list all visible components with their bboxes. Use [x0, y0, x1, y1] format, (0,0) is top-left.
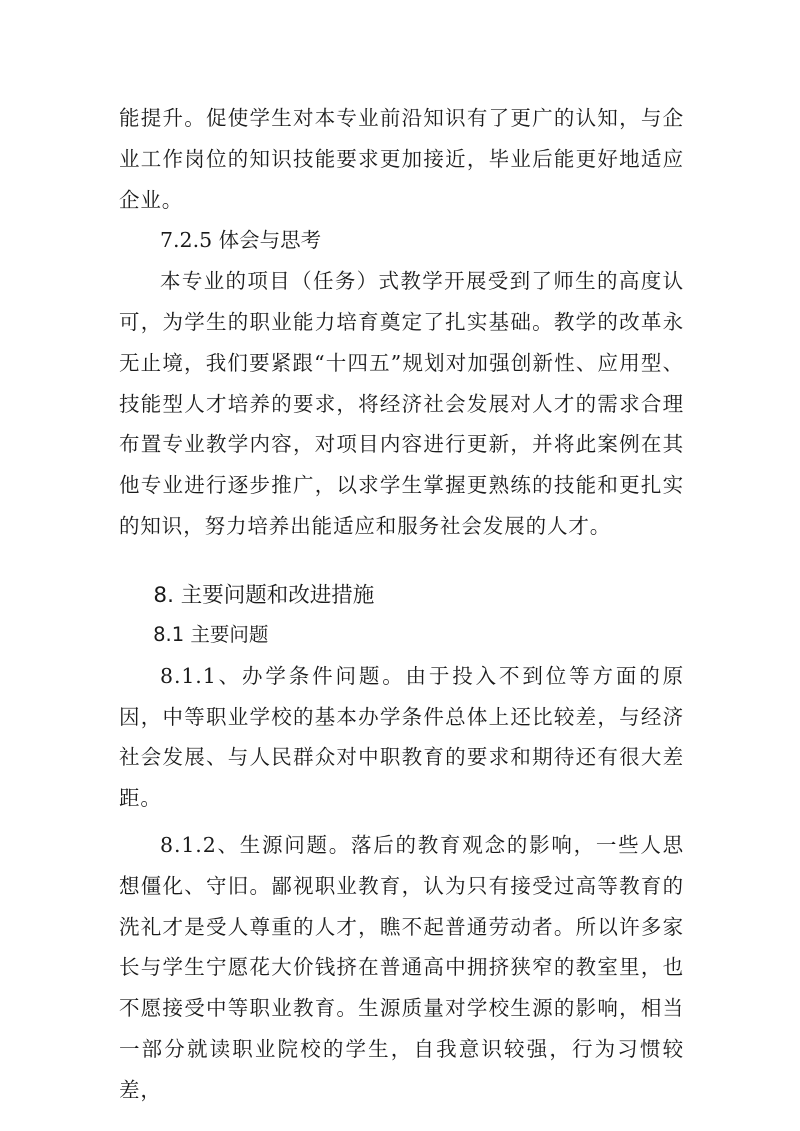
subsection-heading-7-2-5: 7.2.5 体会与思考 — [160, 228, 322, 253]
paragraph-reflection: 本专业的项目（任务）式教学开展受到了师生的高度认可，为学生的职业能力培育奠定了扎实基础。教学的改革永无止境，我们要紧跟“十四五”规划对加强创新性、应用型、技能型人才培养的要求，将经济社会发展对人才的需求合理布置专业教学内容，对项目内容进行更新，并将此案例在其他专业进行逐步推广，以求学生掌握更熟练的技能和更扎实的知识，努力培养出能适应和服务社会发展的人才。 — [119, 269, 684, 538]
paragraph-enrollment-problem: 8.1.2、生源问题。落后的教育观念的影响，一些人思想僵化、守旧。鄙视职业教育，认为只有接受过高等教育的洗礼才是受人尊重的人才，瞧不起普通劳动者。所以许多家长与学生宁愿花大价钱挤在普通高中拥挤狭窄的教室里，也不愿接受中等职业教育。生源质量对学校生源的影响，相当一部分就读职业院校的学生，自我意识较强，行为习惯较差， — [119, 832, 684, 1102]
document-page — [119, 98, 684, 1111]
section-heading-8: 8. 主要问题和改进措施 — [153, 582, 375, 608]
subsection-heading-8-1: 8.1 主要问题 — [153, 622, 269, 646]
paragraph-conditions-problem: 8.1.1、办学条件问题。由于投入不到位等方面的原因，中等职业学校的基本办学条件总体上还比较差，与经济社会发展、与人民群众对中职教育的要求和期待还有很大差距。 — [119, 663, 684, 811]
paragraph-continuation: 能提升。促使学生对本专业前沿知识有了更广的认知，与企业工作岗位的知识技能要求更加接近，毕业后能更好地适应企业。 — [119, 106, 684, 212]
